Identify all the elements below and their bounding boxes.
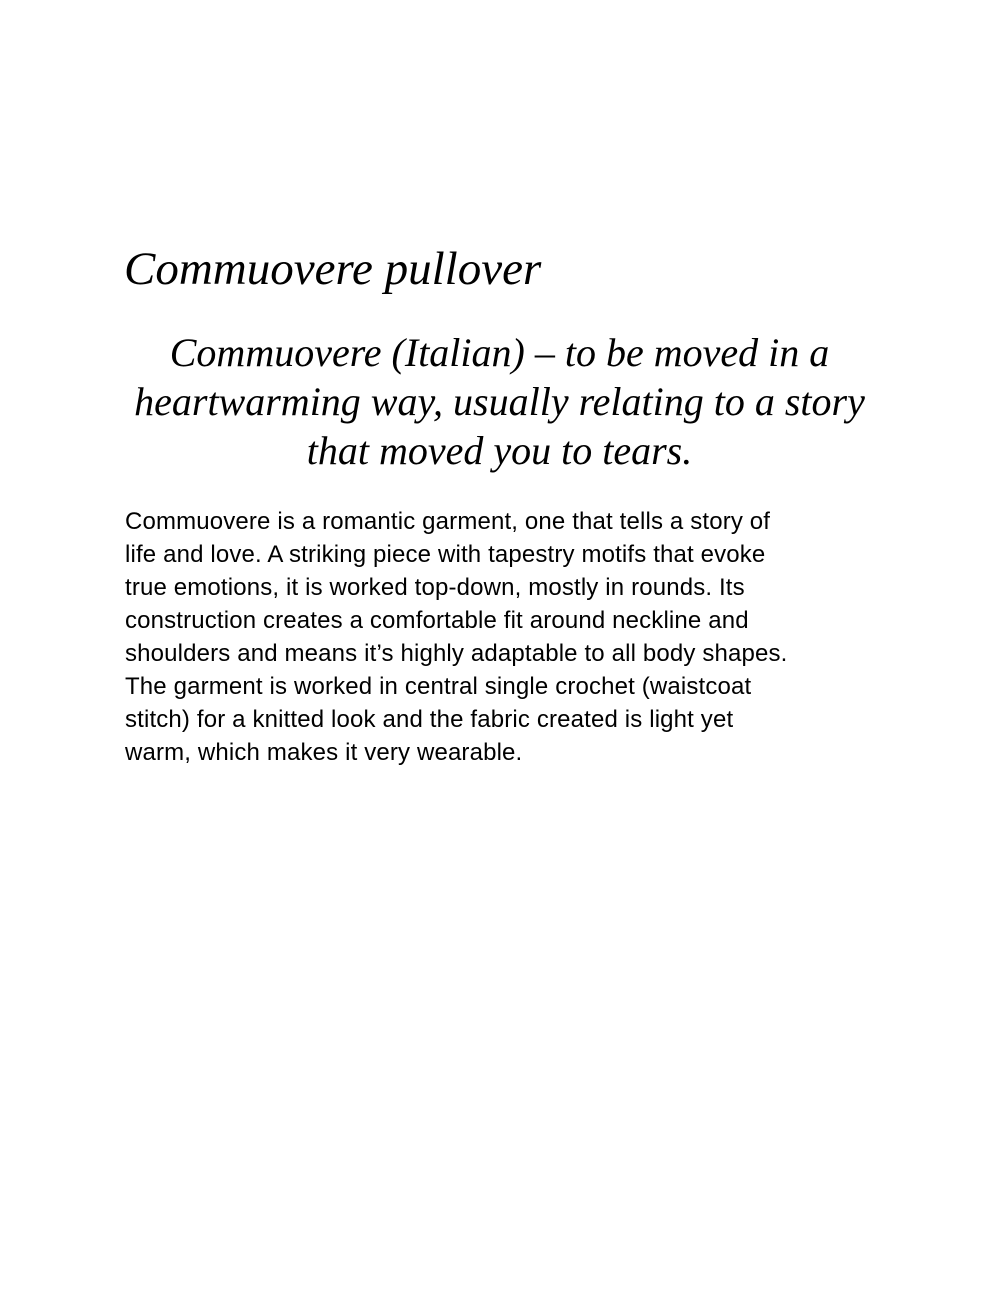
paragraph-line: Commuovere is a romantic garment, one that tells a story of: [125, 508, 771, 535]
paragraph-line: true emotions, it is worked top-down, mostly in rounds. Its: [125, 574, 745, 601]
paragraph-line: life and love. A striking piece with tapestry motifs that evoke: [125, 541, 766, 568]
paragraph-line: The garment is worked in central single crochet (waistcoat: [125, 673, 752, 700]
paragraph-line: warm, which makes it very wearable.: [125, 739, 523, 766]
description-paragraph: [125, 505, 885, 769]
paragraph-line: shoulders and means it’s highly adaptable to all body shapes.: [125, 640, 788, 667]
definition-quote: [100, 328, 899, 475]
definition-line: that moved you to tears.: [306, 428, 693, 473]
paragraph-line: stitch) for a knitted look and the fabric created is light yet: [125, 706, 734, 733]
definition-line: Commuovere (Italian) – to be moved in a: [169, 330, 830, 375]
paragraph-line: construction creates a comfortable fit around neckline and: [125, 607, 749, 634]
page-title: Commuovere pullover: [124, 243, 542, 295]
definition-line: heartwarming way, usually relating to a story: [134, 379, 865, 424]
